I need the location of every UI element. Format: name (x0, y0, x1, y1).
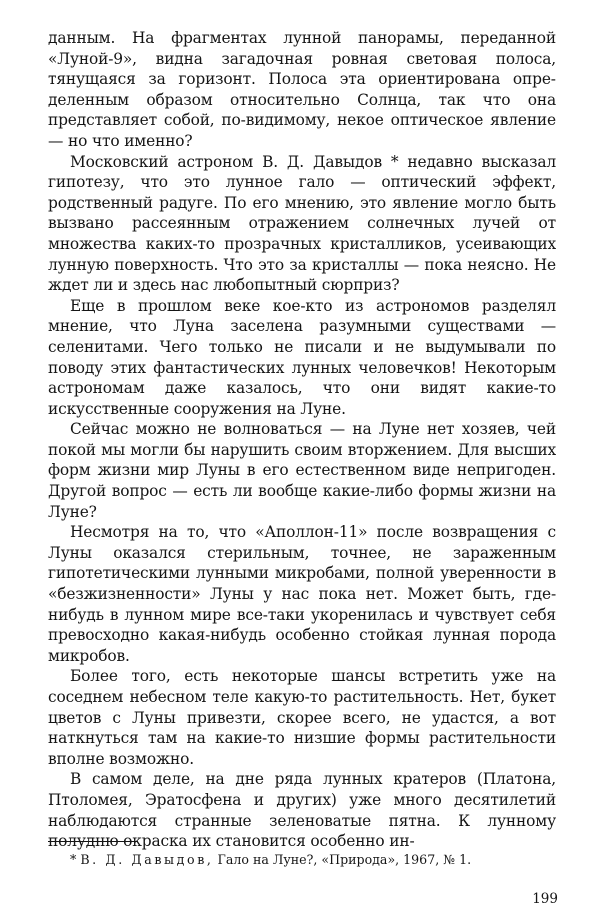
paragraph-vegetation: Более того, есть некоторые шансы встретить уже на соседнем небесном теле какую-то растительность. Нет, букет цветов с Луны привезти, скорее всего, не удастся, а вот наткнуться там на какие-то низшие формы растительности вполне возможно. (48, 667, 556, 768)
footnote (70, 852, 556, 868)
paragraph-davydov-hypothesis: Московский астроном В. Д. Давыдов * недавно высказал гипотезу, что это лунное гало — оптический эффект, родственный радуге. По его мнению, это явление могло быть вызвано рассеянным отражением солнечных лучей от множества каких-то прозрачных кристалликов, усеивающих лунную поверхность. Что это за кристаллы — пока неясно. Не ждет ли и здесь нас любопытный сюрприз? (48, 152, 556, 295)
paragraph-continuation: данным. На фрагментах лунной панорамы, переданной «Луной-9», видна загадочная ровная световая полоса, тянущаяся за горизонт. Полоса эта ориентирована определенным образом относительно Солнца, так что она представляет собой, по-видимому, некое оптическое явление — но что именно? (48, 29, 556, 150)
paragraph-no-hosts: Сейчас можно не волноваться — на Луне нет хозяев, чей покой мы могли бы нарушить своим вторжением. Для высших форм жизни мир Луны в его естественном виде непригоден. Другой вопрос — есть ли вообще какие-либо формы жизни на Луне? (48, 420, 556, 521)
page-body (48, 28, 556, 852)
page-number: 199 (532, 891, 558, 907)
footnote-divider (48, 841, 138, 842)
paragraph-selenites: Еще в прошлом веке кое-кто из астрономов разделял мнение, что Луна заселена разумными существами — селенитами. Чего только не писали и не выдумывали по поводу этих фантастических лунных человечков! Некоторым астрономам даже казалось, что они видят какие-то искусственные сооружения на Луне. (48, 296, 556, 418)
footnote-marker: * (70, 852, 77, 867)
footnote-author: В. Д. Давыдов, (80, 852, 214, 867)
paragraph-apollo-11: Несмотря на то, что «Аполлон-11» после возвращения с Луны оказался стерильным, точнее, не зараженным гипотетическими лунными микробами, полной уверенности в «безжизненности» Луны у нас пока нет. Может быть, где-нибудь в лунном мире все-таки укоренилась и чувствует себя превосходно какая-нибудь особенно стойкая лунная порода микробов. (48, 523, 556, 665)
footnote-text: Гало на Луне?, «Природа», 1967, № 1. (217, 852, 472, 867)
paragraph-green-spots: В самом деле, на дне ряда лунных кратеров (Платона, Птоломея, Эратосфена и других) уже много десятилетий наблюдаются странные зеленоватые пятна. К лунному полудню окраска их становится особенно ин- (48, 770, 556, 851)
